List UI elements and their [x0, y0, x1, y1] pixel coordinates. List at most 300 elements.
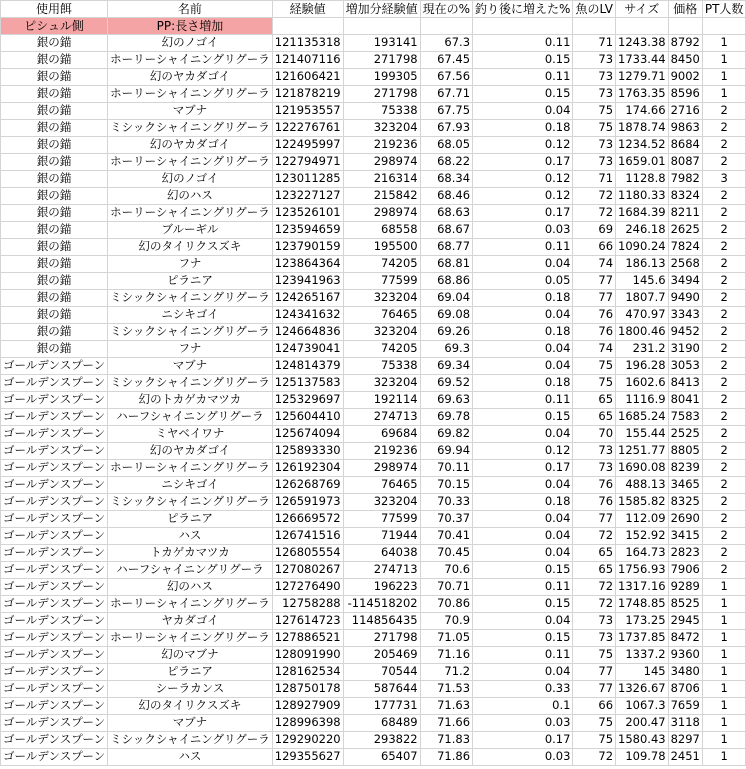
bait-cell[interactable]: 銀の錨 [1, 239, 108, 256]
percent-cell[interactable]: 71.05 [420, 630, 472, 647]
fish-level-cell[interactable]: 65 [573, 545, 616, 562]
exp-gain-cell[interactable]: -114518202 [343, 596, 420, 613]
exp-cell[interactable]: 128927909 [272, 698, 343, 715]
exp-gain-cell[interactable]: 298974 [343, 154, 420, 171]
name-cell[interactable]: 幻のヤカダゴイ [108, 137, 273, 154]
fish-level-cell[interactable]: 73 [573, 613, 616, 630]
size-cell[interactable]: 112.09 [616, 511, 669, 528]
percent-gain-cell[interactable]: 0.15 [473, 562, 573, 579]
name-cell[interactable]: 幻のトカゲカマツカ [108, 392, 273, 409]
party-size-cell[interactable]: 2 [702, 511, 746, 528]
name-cell[interactable]: 幻のタイリクスズキ [108, 698, 273, 715]
bait-cell[interactable]: 銀の錨 [1, 324, 108, 341]
price-cell[interactable]: 2823 [668, 545, 702, 562]
exp-gain-cell[interactable]: 71944 [343, 528, 420, 545]
bait-cell[interactable]: ゴールデンスプーン [1, 664, 108, 681]
price-cell[interactable]: 2716 [668, 103, 702, 120]
name-cell[interactable]: マブナ [108, 103, 273, 120]
exp-gain-cell[interactable]: 323204 [343, 494, 420, 511]
size-cell[interactable]: 1659.01 [616, 154, 669, 171]
party-size-cell[interactable]: 2 [702, 375, 746, 392]
percent-cell[interactable]: 70.41 [420, 528, 472, 545]
bait-cell[interactable]: ゴールデンスプーン [1, 392, 108, 409]
party-size-cell[interactable]: 1 [702, 664, 746, 681]
bait-cell[interactable]: ゴールデンスプーン [1, 732, 108, 749]
percent-gain-cell[interactable]: 0.11 [473, 35, 573, 52]
name-cell[interactable]: ホーリーシャイニングリグーラ [108, 52, 273, 69]
percent-gain-cell[interactable]: 0.04 [473, 528, 573, 545]
bait-cell[interactable]: ゴールデンスプーン [1, 562, 108, 579]
exp-gain-cell[interactable]: 199305 [343, 69, 420, 86]
percent-cell[interactable]: 71.16 [420, 647, 472, 664]
exp-cell[interactable]: 124341632 [272, 307, 343, 324]
price-cell[interactable]: 9289 [668, 579, 702, 596]
price-cell[interactable]: 3494 [668, 273, 702, 290]
percent-gain-cell[interactable]: 0.33 [473, 681, 573, 698]
bait-cell[interactable]: ゴールデンスプーン [1, 460, 108, 477]
percent-gain-cell[interactable]: 0.12 [473, 137, 573, 154]
party-size-cell[interactable]: 2 [702, 494, 746, 511]
percent-cell[interactable]: 67.75 [420, 103, 472, 120]
percent-gain-cell[interactable]: 0.12 [473, 443, 573, 460]
percent-cell[interactable]: 70.71 [420, 579, 472, 596]
fish-level-cell[interactable]: 77 [573, 273, 616, 290]
percent-cell[interactable]: 69.63 [420, 392, 472, 409]
exp-cell[interactable]: 121878219 [272, 86, 343, 103]
name-cell[interactable]: ピラニア [108, 511, 273, 528]
party-size-cell[interactable]: 2 [702, 528, 746, 545]
exp-gain-cell[interactable]: 64038 [343, 545, 420, 562]
exp-gain-cell[interactable]: 205469 [343, 647, 420, 664]
exp-gain-cell[interactable]: 192114 [343, 392, 420, 409]
exp-gain-cell[interactable]: 323204 [343, 290, 420, 307]
percent-cell[interactable]: 69.82 [420, 426, 472, 443]
percent-gain-cell[interactable]: 0.11 [473, 579, 573, 596]
size-cell[interactable]: 1180.33 [616, 188, 669, 205]
exp-gain-cell[interactable]: 68558 [343, 222, 420, 239]
price-cell[interactable]: 2568 [668, 256, 702, 273]
empty-cell[interactable] [272, 18, 343, 35]
party-size-cell[interactable]: 2 [702, 341, 746, 358]
exp-cell[interactable]: 124814379 [272, 358, 343, 375]
fish-level-cell[interactable]: 65 [573, 562, 616, 579]
size-cell[interactable]: 1326.67 [616, 681, 669, 698]
name-cell[interactable]: ニシキゴイ [108, 477, 273, 494]
exp-cell[interactable]: 126268769 [272, 477, 343, 494]
exp-cell[interactable]: 121135318 [272, 35, 343, 52]
party-size-cell[interactable]: 1 [702, 732, 746, 749]
price-cell[interactable]: 8450 [668, 52, 702, 69]
bait-cell[interactable]: 銀の錨 [1, 120, 108, 137]
percent-cell[interactable]: 68.05 [420, 137, 472, 154]
percent-cell[interactable]: 68.22 [420, 154, 472, 171]
percent-gain-cell[interactable]: 0.04 [473, 545, 573, 562]
size-cell[interactable]: 1763.35 [616, 86, 669, 103]
bait-cell[interactable]: ゴールデンスプーン [1, 613, 108, 630]
percent-cell[interactable]: 70.15 [420, 477, 472, 494]
bait-cell[interactable]: 銀の錨 [1, 137, 108, 154]
percent-cell[interactable]: 71.53 [420, 681, 472, 698]
exp-cell[interactable]: 124739041 [272, 341, 343, 358]
percent-cell[interactable]: 71.2 [420, 664, 472, 681]
price-cell[interactable]: 2945 [668, 613, 702, 630]
name-cell[interactable]: ハス [108, 749, 273, 766]
size-cell[interactable]: 164.73 [616, 545, 669, 562]
exp-cell[interactable]: 125137583 [272, 375, 343, 392]
exp-gain-cell[interactable]: 195500 [343, 239, 420, 256]
exp-cell[interactable]: 126591973 [272, 494, 343, 511]
party-size-cell[interactable]: 1 [702, 86, 746, 103]
name-cell[interactable]: マブナ [108, 358, 273, 375]
bait-cell[interactable]: ゴールデンスプーン [1, 375, 108, 392]
exp-cell[interactable]: 124265167 [272, 290, 343, 307]
exp-cell[interactable]: 127614723 [272, 613, 343, 630]
size-cell[interactable]: 1748.85 [616, 596, 669, 613]
size-cell[interactable]: 200.47 [616, 715, 669, 732]
exp-gain-cell[interactable]: 298974 [343, 460, 420, 477]
size-cell[interactable]: 1279.71 [616, 69, 669, 86]
exp-cell[interactable]: 121606421 [272, 69, 343, 86]
header-cell[interactable]: 経験値 [272, 1, 343, 18]
exp-gain-cell[interactable]: 75338 [343, 103, 420, 120]
name-cell[interactable]: マブナ [108, 715, 273, 732]
bait-cell[interactable]: 銀の錨 [1, 69, 108, 86]
price-cell[interactable]: 9452 [668, 324, 702, 341]
empty-cell[interactable] [668, 18, 702, 35]
price-cell[interactable]: 9002 [668, 69, 702, 86]
name-cell[interactable]: シーラカンス [108, 681, 273, 698]
fish-level-cell[interactable]: 75 [573, 358, 616, 375]
party-size-cell[interactable]: 2 [702, 460, 746, 477]
fish-level-cell[interactable]: 76 [573, 477, 616, 494]
price-cell[interactable]: 2625 [668, 222, 702, 239]
name-cell[interactable]: 幻のタイリクスズキ [108, 239, 273, 256]
empty-cell[interactable] [473, 18, 573, 35]
exp-gain-cell[interactable]: 177731 [343, 698, 420, 715]
exp-gain-cell[interactable]: 196223 [343, 579, 420, 596]
party-size-cell[interactable]: 1 [702, 613, 746, 630]
bait-cell[interactable]: 銀の錨 [1, 103, 108, 120]
header-cell[interactable]: PT人数 [702, 1, 746, 18]
percent-cell[interactable]: 71.66 [420, 715, 472, 732]
exp-cell[interactable]: 123594659 [272, 222, 343, 239]
percent-gain-cell[interactable]: 0.12 [473, 188, 573, 205]
percent-cell[interactable]: 68.81 [420, 256, 472, 273]
header-cell[interactable]: 増加分経験値 [343, 1, 420, 18]
fish-level-cell[interactable]: 71 [573, 35, 616, 52]
party-size-cell[interactable]: 2 [702, 324, 746, 341]
empty-cell[interactable] [343, 18, 420, 35]
name-cell[interactable]: ヤカダゴイ [108, 613, 273, 630]
percent-gain-cell[interactable]: 0.04 [473, 341, 573, 358]
party-size-cell[interactable]: 2 [702, 120, 746, 137]
fish-level-cell[interactable]: 75 [573, 732, 616, 749]
exp-cell[interactable]: 12758288 [272, 596, 343, 613]
fish-level-cell[interactable]: 77 [573, 664, 616, 681]
percent-gain-cell[interactable]: 0.17 [473, 732, 573, 749]
exp-cell[interactable]: 126669572 [272, 511, 343, 528]
size-cell[interactable]: 1243.38 [616, 35, 669, 52]
name-cell[interactable]: ホーリーシャイニングリグーラ [108, 86, 273, 103]
party-size-cell[interactable]: 1 [702, 579, 746, 596]
name-cell[interactable]: ミシックシャイニングリグーラ [108, 290, 273, 307]
bait-cell[interactable]: 銀の錨 [1, 205, 108, 222]
percent-gain-cell[interactable]: 0.17 [473, 205, 573, 222]
exp-gain-cell[interactable]: 74205 [343, 256, 420, 273]
size-cell[interactable]: 155.44 [616, 426, 669, 443]
price-cell[interactable]: 2451 [668, 749, 702, 766]
bait-cell[interactable]: 銀の錨 [1, 86, 108, 103]
fish-level-cell[interactable]: 75 [573, 647, 616, 664]
size-cell[interactable]: 1116.9 [616, 392, 669, 409]
size-cell[interactable]: 1807.7 [616, 290, 669, 307]
exp-cell[interactable]: 127276490 [272, 579, 343, 596]
price-cell[interactable]: 8684 [668, 137, 702, 154]
percent-gain-cell[interactable]: 0.11 [473, 647, 573, 664]
fish-level-cell[interactable]: 69 [573, 222, 616, 239]
exp-cell[interactable]: 122794971 [272, 154, 343, 171]
bait-cell[interactable]: ゴールデンスプーン [1, 511, 108, 528]
exp-cell[interactable]: 128750178 [272, 681, 343, 698]
exp-gain-cell[interactable]: 114856435 [343, 613, 420, 630]
price-cell[interactable]: 7659 [668, 698, 702, 715]
party-size-cell[interactable]: 1 [702, 35, 746, 52]
percent-cell[interactable]: 67.56 [420, 69, 472, 86]
name-cell[interactable]: ニシキゴイ [108, 307, 273, 324]
size-cell[interactable]: 1737.85 [616, 630, 669, 647]
bait-side-note[interactable]: ピシュル側 [1, 18, 108, 35]
party-size-cell[interactable]: 2 [702, 154, 746, 171]
percent-cell[interactable]: 70.33 [420, 494, 472, 511]
bait-cell[interactable]: ゴールデンスプーン [1, 409, 108, 426]
percent-gain-cell[interactable]: 0.04 [473, 613, 573, 630]
size-cell[interactable]: 1684.39 [616, 205, 669, 222]
party-size-cell[interactable]: 2 [702, 290, 746, 307]
exp-cell[interactable]: 126192304 [272, 460, 343, 477]
exp-cell[interactable]: 122495997 [272, 137, 343, 154]
exp-cell[interactable]: 125604410 [272, 409, 343, 426]
bait-cell[interactable]: 銀の錨 [1, 154, 108, 171]
price-cell[interactable]: 8525 [668, 596, 702, 613]
percent-gain-cell[interactable]: 0.17 [473, 460, 573, 477]
party-size-cell[interactable]: 2 [702, 205, 746, 222]
exp-gain-cell[interactable]: 298974 [343, 205, 420, 222]
exp-cell[interactable]: 123864364 [272, 256, 343, 273]
size-cell[interactable]: 1733.44 [616, 52, 669, 69]
percent-gain-cell[interactable]: 0.18 [473, 120, 573, 137]
percent-gain-cell[interactable]: 0.15 [473, 86, 573, 103]
fish-level-cell[interactable]: 77 [573, 681, 616, 698]
fish-level-cell[interactable]: 76 [573, 494, 616, 511]
header-cell[interactable]: 釣り後に増えた% [473, 1, 573, 18]
percent-gain-cell[interactable]: 0.18 [473, 290, 573, 307]
exp-cell[interactable]: 126741516 [272, 528, 343, 545]
price-cell[interactable]: 8792 [668, 35, 702, 52]
percent-cell[interactable]: 68.63 [420, 205, 472, 222]
fish-level-cell[interactable]: 73 [573, 443, 616, 460]
fish-level-cell[interactable]: 72 [573, 749, 616, 766]
fish-level-cell[interactable]: 65 [573, 409, 616, 426]
size-cell[interactable]: 1800.46 [616, 324, 669, 341]
size-cell[interactable]: 231.2 [616, 341, 669, 358]
bait-cell[interactable]: 銀の錨 [1, 188, 108, 205]
exp-cell[interactable]: 123790159 [272, 239, 343, 256]
percent-cell[interactable]: 67.71 [420, 86, 472, 103]
percent-gain-cell[interactable]: 0.05 [473, 273, 573, 290]
price-cell[interactable]: 8087 [668, 154, 702, 171]
percent-gain-cell[interactable]: 0.18 [473, 375, 573, 392]
party-size-cell[interactable]: 2 [702, 545, 746, 562]
fish-level-cell[interactable]: 72 [573, 596, 616, 613]
party-size-cell[interactable]: 2 [702, 239, 746, 256]
percent-gain-cell[interactable]: 0.12 [473, 171, 573, 188]
percent-cell[interactable]: 69.3 [420, 341, 472, 358]
fish-level-cell[interactable]: 72 [573, 579, 616, 596]
header-cell[interactable]: 魚のLV [573, 1, 616, 18]
size-cell[interactable]: 1234.52 [616, 137, 669, 154]
bait-cell[interactable]: ゴールデンスプーン [1, 698, 108, 715]
party-size-cell[interactable]: 1 [702, 698, 746, 715]
bait-cell[interactable]: 銀の錨 [1, 171, 108, 188]
fish-level-cell[interactable]: 74 [573, 341, 616, 358]
percent-cell[interactable]: 68.46 [420, 188, 472, 205]
size-cell[interactable]: 152.92 [616, 528, 669, 545]
party-size-cell[interactable]: 1 [702, 69, 746, 86]
name-cell[interactable]: トカゲカマツカ [108, 545, 273, 562]
exp-cell[interactable]: 126805554 [272, 545, 343, 562]
bait-cell[interactable]: ゴールデンスプーン [1, 528, 108, 545]
percent-gain-cell[interactable]: 0.17 [473, 154, 573, 171]
bait-cell[interactable]: ゴールデンスプーン [1, 426, 108, 443]
party-size-cell[interactable]: 2 [702, 188, 746, 205]
bait-cell[interactable]: ゴールデンスプーン [1, 477, 108, 494]
exp-cell[interactable]: 123941963 [272, 273, 343, 290]
header-cell[interactable]: 使用餌 [1, 1, 108, 18]
percent-cell[interactable]: 68.67 [420, 222, 472, 239]
bait-cell[interactable]: 銀の錨 [1, 35, 108, 52]
name-cell[interactable]: ミシックシャイニングリグーラ [108, 324, 273, 341]
percent-gain-cell[interactable]: 0.11 [473, 239, 573, 256]
exp-gain-cell[interactable]: 587644 [343, 681, 420, 698]
percent-gain-cell[interactable]: 0.04 [473, 103, 573, 120]
exp-cell[interactable]: 125674094 [272, 426, 343, 443]
exp-gain-cell[interactable]: 74205 [343, 341, 420, 358]
size-cell[interactable]: 1128.8 [616, 171, 669, 188]
percent-cell[interactable]: 71.86 [420, 749, 472, 766]
size-cell[interactable]: 1756.93 [616, 562, 669, 579]
fish-level-cell[interactable]: 73 [573, 86, 616, 103]
price-cell[interactable]: 3415 [668, 528, 702, 545]
name-cell[interactable]: 幻のハス [108, 579, 273, 596]
empty-cell[interactable] [573, 18, 616, 35]
party-size-cell[interactable]: 1 [702, 647, 746, 664]
fish-level-cell[interactable]: 73 [573, 630, 616, 647]
percent-gain-cell[interactable]: 0.03 [473, 715, 573, 732]
exp-cell[interactable]: 127886521 [272, 630, 343, 647]
bait-cell[interactable]: ゴールデンスプーン [1, 715, 108, 732]
name-cell[interactable]: フナ [108, 341, 273, 358]
name-cell[interactable]: ミシックシャイニングリグーラ [108, 375, 273, 392]
exp-gain-cell[interactable]: 77599 [343, 273, 420, 290]
exp-gain-cell[interactable]: 193141 [343, 35, 420, 52]
percent-cell[interactable]: 70.6 [420, 562, 472, 579]
name-cell[interactable]: ミシックシャイニングリグーラ [108, 494, 273, 511]
header-cell[interactable]: 名前 [108, 1, 273, 18]
size-cell[interactable]: 1585.82 [616, 494, 669, 511]
percent-cell[interactable]: 67.93 [420, 120, 472, 137]
party-size-cell[interactable]: 2 [702, 443, 746, 460]
party-size-cell[interactable]: 2 [702, 426, 746, 443]
party-size-cell[interactable]: 2 [702, 477, 746, 494]
exp-gain-cell[interactable]: 271798 [343, 52, 420, 69]
exp-gain-cell[interactable]: 69684 [343, 426, 420, 443]
price-cell[interactable]: 8041 [668, 392, 702, 409]
exp-gain-cell[interactable]: 76465 [343, 477, 420, 494]
percent-gain-cell[interactable]: 0.18 [473, 324, 573, 341]
price-cell[interactable]: 8413 [668, 375, 702, 392]
exp-cell[interactable]: 121407116 [272, 52, 343, 69]
price-cell[interactable]: 8297 [668, 732, 702, 749]
fish-level-cell[interactable]: 76 [573, 324, 616, 341]
name-cell[interactable]: ハーフシャイニングリグーラ [108, 409, 273, 426]
fish-level-cell[interactable]: 77 [573, 511, 616, 528]
price-cell[interactable]: 9490 [668, 290, 702, 307]
party-size-cell[interactable]: 1 [702, 749, 746, 766]
party-size-cell[interactable]: 1 [702, 630, 746, 647]
party-size-cell[interactable]: 2 [702, 392, 746, 409]
exp-gain-cell[interactable]: 323204 [343, 120, 420, 137]
bait-cell[interactable]: 銀の錨 [1, 341, 108, 358]
exp-gain-cell[interactable]: 323204 [343, 375, 420, 392]
percent-cell[interactable]: 70.86 [420, 596, 472, 613]
percent-gain-cell[interactable]: 0.04 [473, 511, 573, 528]
name-cell[interactable]: 幻のヤカダゴイ [108, 69, 273, 86]
bait-cell[interactable]: ゴールデンスプーン [1, 545, 108, 562]
bait-cell[interactable]: ゴールデンスプーン [1, 647, 108, 664]
exp-gain-cell[interactable]: 216314 [343, 171, 420, 188]
price-cell[interactable]: 8211 [668, 205, 702, 222]
exp-gain-cell[interactable]: 70544 [343, 664, 420, 681]
party-size-cell[interactable]: 2 [702, 273, 746, 290]
percent-cell[interactable]: 69.78 [420, 409, 472, 426]
size-cell[interactable]: 1317.16 [616, 579, 669, 596]
name-cell[interactable]: ハーフシャイニングリグーラ [108, 562, 273, 579]
name-cell[interactable]: ミヤベイワナ [108, 426, 273, 443]
exp-gain-cell[interactable]: 219236 [343, 137, 420, 154]
party-size-cell[interactable]: 1 [702, 681, 746, 698]
party-size-cell[interactable]: 2 [702, 562, 746, 579]
size-cell[interactable]: 470.97 [616, 307, 669, 324]
percent-gain-cell[interactable]: 0.11 [473, 392, 573, 409]
exp-gain-cell[interactable]: 219236 [343, 443, 420, 460]
percent-cell[interactable]: 69.34 [420, 358, 472, 375]
name-cell[interactable]: ホーリーシャイニングリグーラ [108, 205, 273, 222]
exp-gain-cell[interactable]: 76465 [343, 307, 420, 324]
exp-cell[interactable]: 125329697 [272, 392, 343, 409]
percent-gain-cell[interactable]: 0.03 [473, 749, 573, 766]
percent-gain-cell[interactable]: 0.04 [473, 664, 573, 681]
exp-gain-cell[interactable]: 75338 [343, 358, 420, 375]
percent-cell[interactable]: 70.37 [420, 511, 472, 528]
name-cell[interactable]: ハス [108, 528, 273, 545]
percent-gain-cell[interactable]: 0.18 [473, 494, 573, 511]
percent-gain-cell[interactable]: 0.11 [473, 69, 573, 86]
header-cell[interactable]: サイズ [616, 1, 669, 18]
price-cell[interactable]: 8325 [668, 494, 702, 511]
party-size-cell[interactable]: 3 [702, 171, 746, 188]
party-size-cell[interactable]: 1 [702, 715, 746, 732]
exp-cell[interactable]: 122276761 [272, 120, 343, 137]
